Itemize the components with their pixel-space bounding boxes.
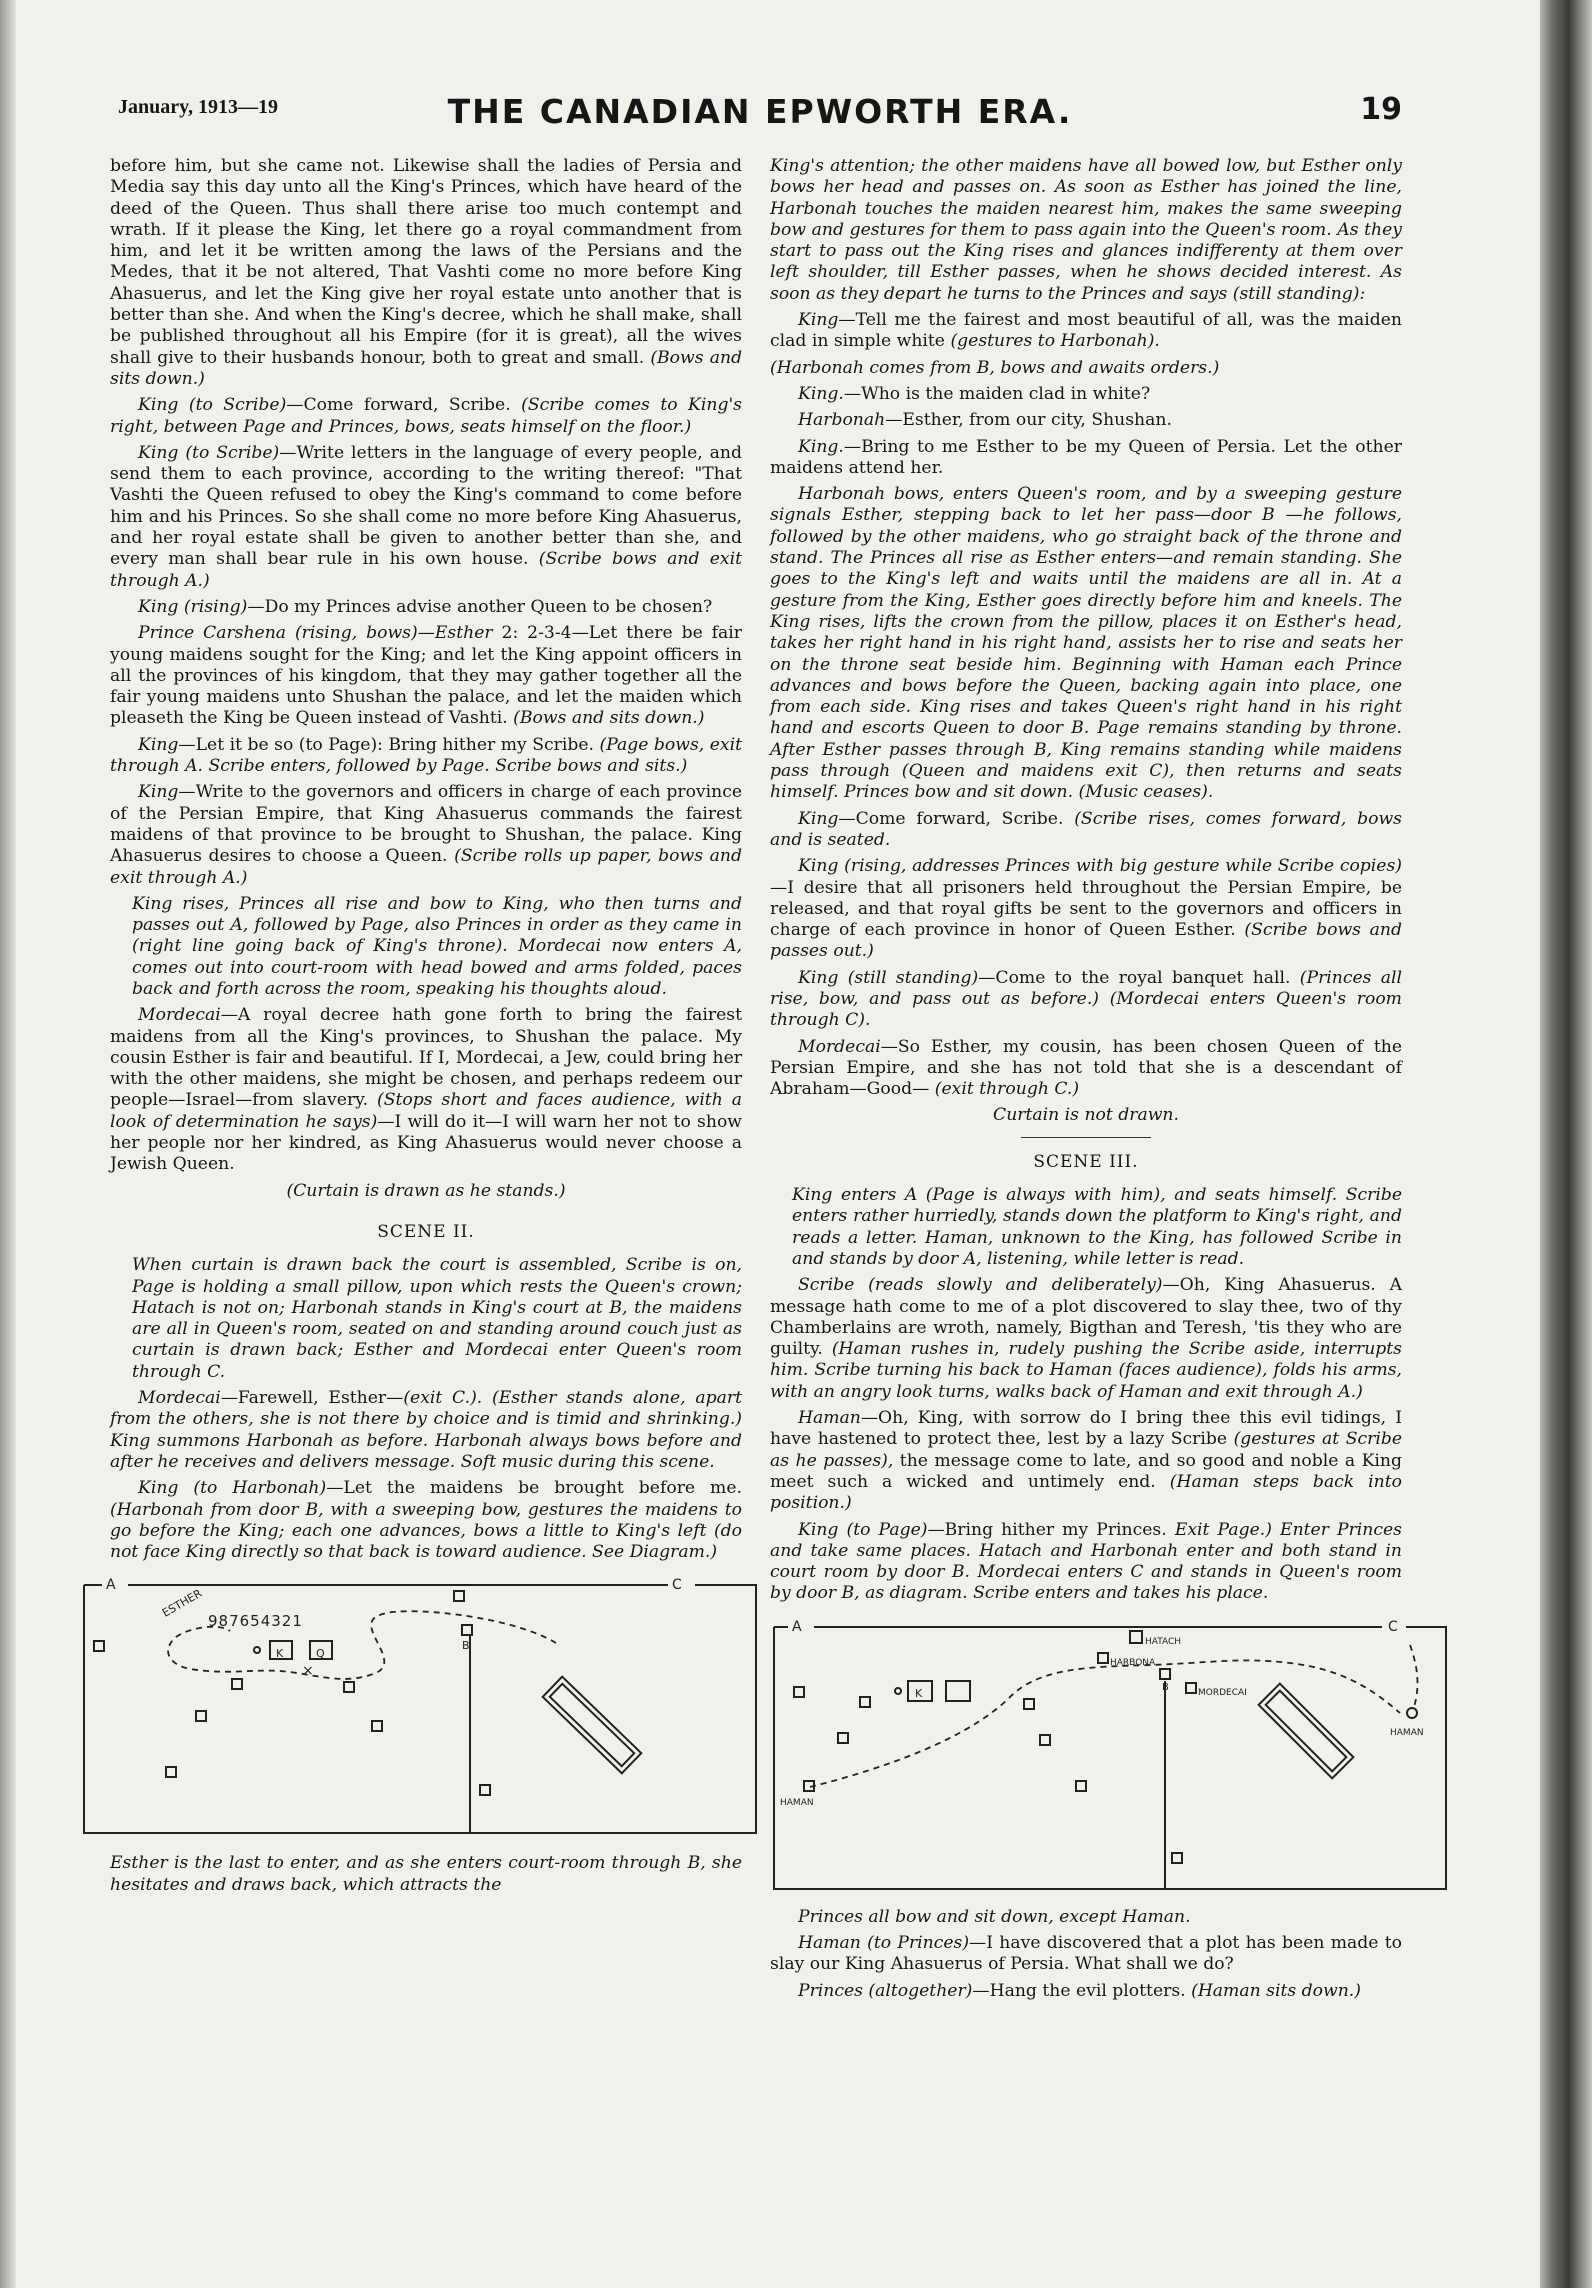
hatach-label: HATACH [1145,1636,1182,1647]
esther-label: ESTHER [160,1587,205,1621]
paragraph: Haman (to Princes)—I have discovered that a plot has been made to slay our King Ahasuerus of Persia. What shall we do? [770,1933,1402,1975]
left-column [106,156,743,1901]
queen-seat-label: Q [316,1647,325,1661]
king-seat-label: K [915,1686,923,1700]
paragraph: King—Write to the governors and officers in charge of each province of the Persian Empire, that King Ahasuerus commands the fairest maidens of that province to be brought to Shushan, the palace. King Ahasuerus desires to choose a Queen. (Scribe rolls up paper, bows and exit through A.) [110,782,742,888]
paragraph: King—Let it be so (to Page): Bring hither my Scribe. (Page bows, exit through A. Scribe enters, followed by Page. Scribe bows and sits.) [110,734,743,777]
page-edge [0,0,16,2288]
paragraph: King.—Bring to me Esther to be my Queen of Persia. Let the other maidens attend her. [770,436,1402,478]
stage-direction: King's attention; the other maidens have all bowed low, but Esther only bows her head and passes on. As soon as Esther has joined the line, Harbonah touches the maiden nearest him, makes the same sweeping bow and gestures for them to pass again into the Queen's room. As they start to pass out the King rises and glances indifferenty at them over left shoulder, till Esther passes, when he shows decided interest. As soon as they depart he turns to the Princes and says (still standing): [770,156,1402,304]
paragraph: King—Tell me the fairest and most beautiful of all, was the maiden clad in simple white (gestures to Harbonah). [770,310,1402,352]
page-number: 19 [1360,92,1402,127]
door-a-label: A [106,1577,116,1594]
scene-heading: SCENE III. [1033,1151,1139,1172]
haman-label: HAMAN [780,1797,814,1808]
stage-diagram-scene-2 [80,1575,760,1843]
paragraph: Haman—Oh, King, with sorrow do I bring thee this evil tidings, I have hastened to protect thee, lest by a lazy Scribe (gestures at Scribe as he passes), the message come to late, and so good and noble a King meet such a wicked and untimely end. (Haman steps back into position.) [770,1408,1403,1514]
paragraph: Prince Carshena (rising, bows)—Esther 2: 2-3-4—Let there be fair young maidens sought for the King; and let the King appoint officers in all the provinces of his kingdom, that they may gather together all the fair young maidens unto Shushan the palace, and let the maiden which pleaseth the King be Queen instead of Vashti. (Bows and sits down.) [110,623,742,729]
paragraph: King (to Harbonah)—Let the maidens be brought before me. (Harbonah from door B, with a sweeping bow, gestures the maidens to go before the King; each one advances, bows a little to King's left (do not face King directly so that back is toward audience. See Diagram.) [110,1478,742,1563]
stage-direction: King rises, Princes all rise and bow to King, who then turns and passes out A, followed by Page, also Princes in order as they came in (right line going back of King's throne). Mordecai now enters A, comes out into court-room with head bowed and arms folded, paces back and forth across the room, speaking his thoughts aloud. [132,893,742,999]
page-header [118,92,1402,132]
issue-date: January, 1913—19 [118,96,279,118]
paragraph: King (still standing)—Come to the royal banquet hall. (Princes all rise, bow, and pass out as before.) (Mordecai enters Queen's room through C). [770,967,1402,1031]
section-rule [1021,1137,1151,1138]
book-binding [1540,0,1592,2288]
paragraph: King.—Who is the maiden clad in white? [798,383,1151,404]
stage-direction: King enters A (Page is always with him), and seats himself. Scribe enters rather hurriedly, stands down the platform to King's right, and reads a letter. Haman, unknown to the King, has followed Scribe in and stands by door A, listening, while letter is read. [792,1185,1402,1269]
paragraph: King (rising)—Do my Princes advise another Queen to be chosen? [138,596,713,617]
paragraph: Harbonah—Esther, from our city, Shushan. [798,410,1172,431]
paragraph: Scribe (reads slowly and deliberately)—Oh, King Ahasuerus. A message hath come to me of a plot discovered to slay thee, two of thy Chamberlains are wroth, namely, Bigthan and Teresh, 'tis they who are guilty. (Haman rushes in, rudely pushing the Scribe aside, interrupts him. Scribe turning his back to Haman (faces audience), folds his arms, with an angry look turns, walks back of Haman and exit through A.) [770,1275,1402,1402]
paragraph: Mordecai—A royal decree hath gone forth to bring the fairest maidens from all the King's provinces, to Shushan the palace. My cousin Esther is fair and beautiful. If I, Mordecai, a Jew, could bring her with the other maidens, she might be chosen, and perhaps redeem our people—Israel—from slavery. (Stops short and faces audience, with a look of determination he says)—I will do it—I will warn her not to show her people nor her kindred, as King Ahasuerus would never choose a Jewish Queen. [110,1005,742,1175]
door-c-label: C [672,1577,682,1594]
king-seat-label: K [276,1647,284,1661]
stage-direction: When curtain is drawn back the court is assembled, Scribe is on, Page is holding a small pillow, upon which rests the Queen's crown; Hatach is not on; Harbonah stands in King's court at B, the maidens are all in Queen's room, seated on and standing around couch just as curtain is drawn back; Esther and Mordecai enter Queen's room through C. [132,1255,742,1382]
crossing-mark: × [302,1663,314,1680]
paragraph: King (to Page)—Bring hither my Princes. Exit Page.) Enter Princes and take same places. Hatach and Harbonah enter and both stand in court room by door B. Mordecai enters C and stands in Queen's room by door B, as diagram. Scribe enters and takes his place. [770,1519,1402,1604]
door-b-label: B [1162,1681,1169,1693]
paragraph: before him, but she came not. Likewise shall the ladies of Persia and Media say this day unto all the King's Princes, which have heard of the deed of the Queen. Thus shall there arise too much contempt and wrath. If it please the King, let there go a royal commandment from him, and let it be written among the laws of the Persians and the Medes, that it be not altered, That Vashti come no more before King Ahasuerus, and let the King give her royal estate unto another that is better than she. And when the King's decree, which he shall make, shall be published throughout all his Empire (for it is great), all the wives shall give to their husbands honour, both to great and small. (Bows and sits down.) [110,156,743,389]
mordecai-label: MORDECAI [1198,1687,1247,1698]
paragraph: King—Come forward, Scribe. (Scribe rises, comes forward, bows and is seated. [770,808,1402,850]
haman-label: HAMAN [1390,1727,1424,1738]
paragraph: Mordecai—Farewell, Esther—(exit C.). (Esther stands alone, apart from the others, she is not there by choice and is timid and shrinking.) King summons Harbonah as before. Harbonah always bows before and after he receives and delivers message. Soft music during this scene. [110,1388,742,1472]
stage-direction: Harbonah bows, enters Queen's room, and by a sweeping gesture signals Esther, stepping back to let her pass—door B —he follows, followed by the other maidens, who go straight back of the throne and stand. The Princes all rise as Esther enters—and remain standing. She goes to the King's left and waits until the maidens are all in. At a gesture from the King, Esther goes directly before him and kneels. The King rises, lifts the crown from the pillow, places it on Esther's head, takes her right hand in his right hand, assists her to rise and seats her on the throne seat beside him. Beginning with Haman each Prince advances and bows before the Queen, backing again into place, one from each side. King rises and takes Queen's right hand in his right hand and escorts Queen to door B. Page remains standing by throne. After Esther passes through B, King remains standing while maidens pass through (Queen and maidens exit C), then returns and seats himself. Princes bow and sit down. (Music ceases). [770,484,1402,803]
door-c-label: C [1388,1618,1398,1635]
stage-direction: Princes all bow and sit down, except Haman. [798,1906,1191,1927]
door-a-label: A [792,1618,802,1635]
stage-direction: Curtain is not drawn. [993,1105,1179,1126]
paragraph: Princes (altogether)—Hang the evil plotters. (Haman sits down.) [798,1980,1361,2001]
paragraph: King (rising, addresses Princes with big gesture while Scribe copies)—I desire that all prisoners held throughout the Persian Empire, be released, and that royal gifts be sent to the governors and officers in charge of each province in honor of Queen Esther. (Scribe bows and passes out.) [770,856,1403,962]
paragraph: Mordecai—So Esther, my cousin, has been chosen Queen of the Persian Empire, and she has not told that she is a descendant of Abraham—Good— (exit through C.) [770,1036,1402,1100]
stage-direction: (Harbonah comes from B, bows and awaits orders.) [770,357,1220,378]
stage-direction: (Curtain is drawn as he stands.) [286,1180,566,1201]
diagram-caption: Esther is the last to enter, and as she enters court-room through B, she hesitates and draws back, which attracts the [110,1853,742,1895]
paragraph: King (to Scribe)—Come forward, Scribe. (Scribe comes to King's right, between Page and Princes, bows, seats himself on the floor.) [110,395,743,437]
right-column [770,156,1424,2007]
door-b-label: B [462,1639,470,1653]
stage-diagram-scene-3 [770,1617,1450,1897]
maiden-order-numbers: 987654321 [208,1612,303,1631]
scene-heading: SCENE II. [377,1221,475,1242]
publication-title: THE CANADIAN EPWORTH ERA. [447,92,1073,131]
harbona-label: HARBONA [1110,1657,1156,1668]
paragraph: King (to Scribe)—Write letters in the language of every people, and send them to each province, according to the writing thereof: "That Vashti the Queen refused to obey the King's command to come before him and his Princes. So she shall come no more before King Ahasuerus, and her royal estate shall be given to another better than she, and every man shall bear rule in his own house. (Scribe bows and exit through A.) [110,442,743,591]
